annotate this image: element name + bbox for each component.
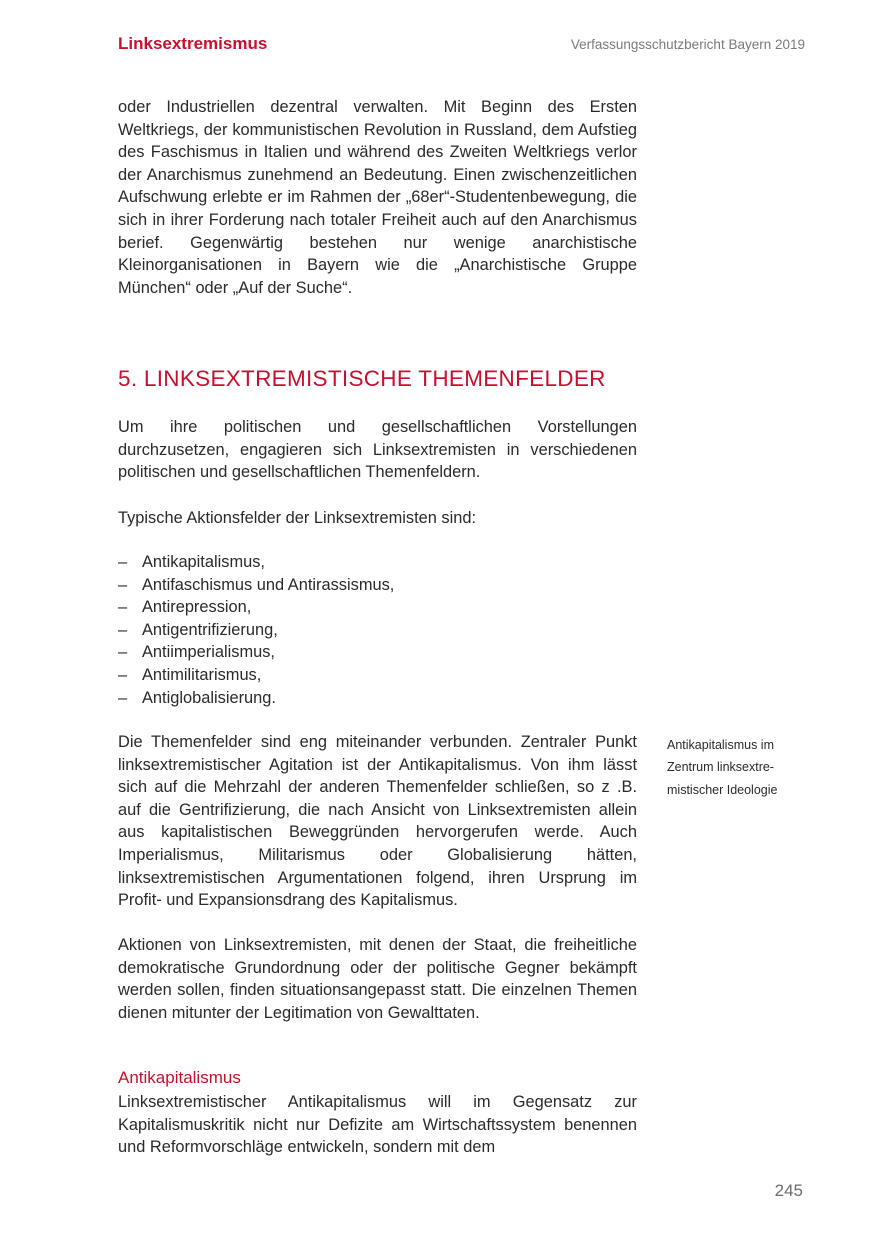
paragraph-connected: Die Themenfelder sind eng miteinander verbunden. Zentraler Punkt linksextremistischer Agitation ist der Antikapitalismus. Von ihm lässt sich auf die Mehrzahl der anderen Themenfelder schließen, so z .B. auf die Gentrifizierung, die nach Ansicht von Linksextremisten allein aus kapitalistischen Beweggründen hervorgerufen werde. Auch Imperialismus, Militarismus oder Globalisierung hätten, linksextremistischen Argumentationen folgend, ihren Ursprung im Profit- und Expansionsdrang des Kapitalismus. (118, 733, 637, 910)
paragraph-antikapitalismus: Linksextremistischer Antikapitalismus will im Gegensatz zur Kapitalismuskritik nicht nur Defizite am Wirtschaftssystem benennen und Reformvorschläge entwickeln, sondern mit dem (118, 1093, 637, 1157)
list-item-label: Antiglobalisierung. (142, 688, 276, 707)
list-item-label: Antimilitarismus, (142, 665, 262, 684)
list-dash: – (118, 553, 128, 571)
section-heading: 5. LINKSEXTREMISTISCHE THEMENFELDER (118, 366, 606, 391)
page-number: 245 (774, 1181, 803, 1200)
running-header-section: Linksextremismus (118, 34, 268, 53)
running-header-report: Verfassungsschutzbericht Bayern 2019 (570, 37, 805, 52)
subheading-antikapitalismus: Antikapitalismus (118, 1068, 241, 1087)
list-item (118, 619, 394, 642)
paragraph-actions: Aktionen von Linksextremisten, mit denen der Staat, die freiheitliche demokratische Grundordnung oder der politische Gegner bekämpft werden sollen, finden situationsangepasst statt. Die einzelnen Themen dienen mitunter der Legitimation von Gewalttaten. (118, 936, 637, 1022)
paragraph-intro: oder Industriellen dezentral verwalten. Mit Beginn des Ersten Weltkriegs, der kommunistischen Revolution in Russland, dem Aufstieg des Faschismus in Italien und während des Zweiten Weltkriegs verlor der Anarchismus zunehmend an Bedeutung. Einen zwischenzeitlichen Aufschwung erlebte er im Rahmen der „68er“-Studentenbewegung, die sich in ihrer Forderung nach totaler Freiheit auch auf den Anarchismus berief. Gegenwärtig bestehen nur wenige anarchistische Kleinorganisationen in Bayern wie die „Anarchistische Gruppe München“ oder „Auf der Suche“. (118, 98, 637, 297)
list-item-label: Antirepression, (142, 598, 252, 617)
list-item (118, 574, 394, 597)
list-item (118, 687, 394, 710)
paragraph-themes: Um ihre politischen und gesellschaftlichen Vorstellungen durchzusetzen, engagieren sich Linksextremisten in verschiedenen politischen und gesellschaftlichen Themenfeldern. (118, 418, 637, 482)
action-fields-list (118, 551, 394, 709)
list-item (118, 641, 394, 664)
list-item (118, 551, 394, 574)
list-dash: – (118, 643, 128, 662)
list-dash: – (118, 688, 128, 707)
margin-note: Antikapitalismus im Zentrum linksextre- mistischer Ideologie (667, 738, 778, 797)
list-item-label: Antiimperialismus, (142, 643, 275, 662)
list-item-label: Antifaschismus und Antirassismus, (142, 575, 395, 594)
paragraph-list-intro: Typische Aktionsfelder der Linksextremisten sind: (118, 509, 477, 527)
list-dash: – (118, 575, 128, 594)
list-item-label: Antikapitalismus, (142, 553, 265, 571)
list-dash: – (118, 620, 128, 639)
list-dash: – (118, 598, 128, 617)
list-item-label: Antigentrifizierung, (142, 620, 278, 639)
list-dash: – (118, 665, 128, 684)
list-item (118, 664, 394, 687)
list-item (118, 596, 394, 619)
